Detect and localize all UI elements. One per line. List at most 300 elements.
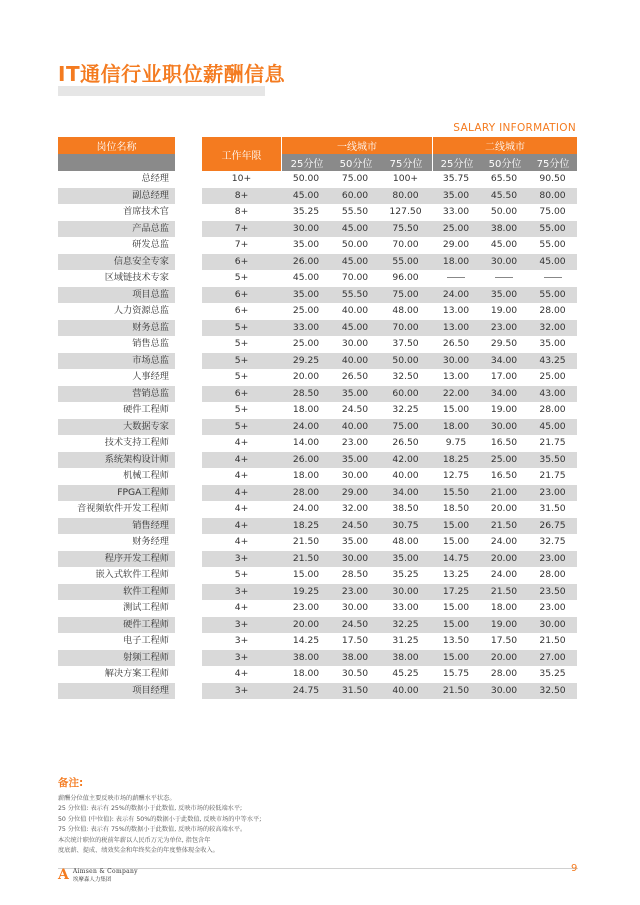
years-cell: 4+ (234, 668, 249, 679)
tier1-city-header: 一线城市 (282, 137, 432, 154)
table-row (202, 435, 577, 452)
table-row (202, 683, 577, 700)
table-row (202, 270, 577, 287)
tier1-p50-cell: 30.50 (341, 668, 369, 679)
tier2-p25-cell: 35.00 (442, 189, 470, 201)
years-cell: 10+ (231, 173, 252, 184)
tier2-p75-cell: 55.00 (539, 288, 566, 300)
tier1-p75-cell: 45.25 (392, 668, 419, 679)
years-cell: 6+ (234, 255, 249, 267)
tier2-p50-cell: 38.00 (490, 222, 518, 234)
tier2-p75-cell: 30.00 (539, 618, 566, 630)
tier1-p25-cell: 26.00 (292, 453, 320, 465)
tier2-p75-cell: 28.00 (539, 305, 566, 316)
tier1-p25-cell: 14.25 (292, 635, 320, 646)
tier2-p50-cell: 19.00 (490, 618, 518, 630)
tier1-p50-cell: 24.50 (341, 618, 369, 630)
tier2-p75-cell: 43.25 (539, 354, 566, 366)
years-cell: 5+ (234, 404, 249, 415)
tier1-p50-cell: 35.00 (341, 453, 369, 465)
table-row (202, 303, 577, 320)
note-line: 度底薪、提成、绩效奖金和年终奖金的年度整体现金收入。 (58, 847, 219, 855)
tier1-p50-cell: 50.00 (341, 239, 369, 250)
tier1-p75-cell: 38.00 (392, 651, 419, 663)
table-row (202, 452, 577, 469)
tier2-p50-cell: 34.00 (490, 354, 518, 366)
tier1-p25-cell: 25.00 (292, 305, 320, 316)
position-name-cell: FPGA工程师 (58, 485, 175, 502)
tier2-p25-cell: 24.00 (442, 288, 470, 300)
tier1-p25-cell: 21.50 (292, 552, 320, 564)
tier2-p75-cell: 28.00 (539, 404, 566, 415)
position-name-cell: 副总经理 (58, 188, 175, 205)
tier1-p50-cell: 32.00 (341, 503, 369, 514)
tier1-p25-cell: 25.00 (292, 338, 320, 349)
position-name-cell: 射频工程师 (58, 650, 175, 667)
years-cell: 8+ (234, 189, 249, 201)
title-underline-bar (58, 86, 265, 96)
tier1-p25-cell: 15.00 (292, 569, 320, 580)
tier2-p75-cell: 45.00 (539, 255, 566, 267)
tier2-p25-cell: 15.00 (442, 618, 470, 630)
tier1-p25-cell: 18.00 (292, 404, 320, 415)
years-cell: 8+ (234, 206, 249, 217)
position-name-cell: 程序开发工程师 (58, 551, 175, 568)
tier1-p25-cell: 24.00 (292, 503, 320, 514)
tier1-p75-cell: 48.00 (392, 536, 419, 547)
years-header: 工作年限 (202, 137, 281, 171)
position-name-column (58, 171, 175, 699)
empty-value-dash (495, 277, 513, 278)
tier2-p75-cell: 32.00 (539, 321, 566, 333)
tier1-p25-cell: 38.00 (292, 651, 320, 663)
tier1-p25-cell: 26.00 (292, 255, 320, 267)
tier1-p50-cell: 45.00 (341, 255, 369, 267)
years-cell: 4+ (234, 453, 249, 465)
tier2-p75-cell: 23.00 (539, 552, 566, 564)
tier1-p75-cell: 60.00 (392, 387, 419, 399)
salary-information-label: SALARY INFORMATION (453, 122, 576, 134)
tier2-p50-cell: 21.00 (490, 486, 518, 498)
tier1-p75-cell: 31.25 (392, 635, 419, 646)
position-name-cell: 大数据专家 (58, 419, 175, 436)
tier1-p75-cell: 35.25 (392, 569, 419, 580)
tier1-p50-cell: 17.50 (341, 635, 369, 646)
years-cell: 4+ (234, 536, 249, 547)
table-row (202, 633, 577, 650)
tier1-p25-header: 25分位 (282, 154, 332, 171)
tier2-p50-cell: 45.50 (490, 189, 518, 201)
tier2-p50-cell: 21.50 (490, 519, 518, 531)
years-cell: 3+ (234, 552, 249, 564)
years-cell: 5+ (234, 338, 249, 349)
tier2-p50-cell: 23.00 (490, 321, 518, 333)
note-line: 75 分位值: 表示有 75%的数据小于此数值, 反映市场的较高端水平。 (58, 826, 247, 834)
tier2-p25-cell: 21.50 (442, 684, 470, 696)
tier2-p50-cell: 25.00 (490, 453, 518, 465)
tier2-p25-cell: 25.00 (442, 222, 470, 234)
tier2-p25-cell: 33.00 (442, 206, 470, 217)
note-line: 薪酬分位值主要反映市场的薪酬水平状态。 (58, 795, 176, 802)
table-row (202, 567, 577, 584)
tier1-p75-cell: 75.00 (392, 420, 419, 432)
tier1-p50-cell: 23.00 (341, 437, 369, 448)
tier2-p25-cell: 13.25 (442, 569, 470, 580)
salary-values-table (202, 171, 577, 699)
tier1-p50-cell: 75.00 (341, 173, 369, 184)
tier1-p75-cell: 33.00 (392, 602, 419, 613)
tier1-p75-cell: 127.50 (389, 206, 422, 217)
tier2-p75-cell: 55.00 (539, 239, 566, 250)
years-cell: 5+ (234, 321, 249, 333)
years-cell: 4+ (234, 602, 249, 613)
tier1-p50-cell: 23.00 (341, 585, 369, 597)
tier2-p75-cell: 35.50 (539, 453, 566, 465)
tier1-p50-cell: 30.00 (341, 470, 369, 481)
tier1-p50-cell: 24.50 (341, 519, 369, 531)
tier1-p25-cell: 45.00 (292, 189, 320, 201)
tier2-p50-cell: 24.00 (490, 536, 518, 547)
empty-value-dash (544, 277, 562, 278)
table-row (202, 600, 577, 617)
logo-chinese-name: 埃摩森人力集团 (72, 876, 112, 883)
tier2-p75-header: 75分位 (529, 154, 577, 171)
tier2-p25-cell: 18.25 (442, 453, 470, 465)
tier2-p25-cell: 15.00 (442, 602, 470, 613)
tier2-p75-cell: 21.75 (539, 470, 566, 481)
tier1-p25-cell: 18.00 (292, 470, 320, 481)
tier2-p50-cell: 20.00 (490, 651, 518, 663)
tier2-p75-cell: 23.50 (539, 585, 566, 597)
tier2-p75-cell: 35.00 (539, 338, 566, 349)
tier1-p25-cell: 19.25 (292, 585, 320, 597)
tier2-p50-header: 50分位 (481, 154, 529, 171)
tier2-p25-cell: 18.50 (442, 503, 470, 514)
tier2-p25-cell: 29.00 (442, 239, 470, 250)
tier2-p25-cell: 13.00 (442, 321, 470, 333)
tier2-p50-cell: 50.00 (490, 206, 518, 217)
notes-section (58, 775, 388, 856)
note-line: 50 分位值 (中位值): 表示有 50%的数据小于此数值, 反映市场的中等水平; (58, 815, 262, 823)
position-name-cell: 总经理 (141, 173, 169, 184)
tier1-p50-cell: 45.00 (341, 222, 369, 234)
position-name-cell: 区域链技术专家 (104, 272, 169, 283)
tier2-p75-cell: 35.25 (539, 668, 566, 679)
years-cell: 5+ (234, 272, 249, 283)
tier1-p75-cell: 70.00 (392, 239, 419, 250)
table-row (202, 171, 577, 188)
tier1-p50-cell: 29.00 (341, 486, 369, 498)
tier2-p75-cell: 28.00 (539, 569, 566, 580)
table-row (202, 336, 577, 353)
position-name-cell: 市场总监 (58, 353, 175, 370)
tier1-p75-cell: 40.00 (392, 684, 419, 696)
tier2-p75-cell: 27.00 (539, 651, 566, 663)
tier2-p50-cell: 19.00 (490, 305, 518, 316)
tier1-p50-cell: 38.00 (341, 651, 369, 663)
note-line: 本次统计职位的税前年薪以人民币万元为单位, 指包含年 (58, 836, 211, 844)
tier2-p25-cell: 26.50 (442, 338, 470, 349)
tier1-p75-cell: 40.00 (392, 470, 419, 481)
tier2-p25-cell: 15.00 (442, 536, 470, 547)
tier1-p25-cell: 50.00 (292, 173, 320, 184)
tier2-p75-cell: 90.50 (539, 173, 566, 184)
tier1-p25-cell: 35.25 (292, 206, 320, 217)
tier2-p75-cell: 32.75 (539, 536, 566, 547)
tier2-p25-cell: 35.75 (442, 173, 470, 184)
tier1-p50-cell: 60.00 (341, 189, 369, 201)
tier1-p75-cell: 70.00 (392, 321, 419, 333)
tier1-p25-cell: 23.00 (292, 602, 320, 613)
position-name-cell: 系统架构设计师 (58, 452, 175, 469)
tier2-p25-header: 25分位 (433, 154, 481, 171)
tier1-p50-cell: 35.00 (341, 387, 369, 399)
tier1-p25-cell: 18.00 (292, 668, 320, 679)
empty-value-dash (447, 277, 465, 278)
tier1-p50-cell: 55.50 (341, 288, 369, 300)
position-name-cell: 首席技术官 (123, 206, 169, 217)
position-name-cell: 技术支持工程师 (104, 437, 169, 448)
notes-title: 备注: (58, 777, 84, 789)
position-name-cell: 电子工程师 (123, 635, 169, 646)
position-name-cell: 人事经理 (132, 371, 169, 382)
position-name-cell: 硬件工程师 (58, 617, 175, 634)
tier1-p50-cell: 40.00 (341, 354, 369, 366)
position-name-cell: 销售经理 (58, 518, 175, 535)
tier2-p25-cell: 12.75 (442, 470, 470, 481)
tier2-p25-cell: 22.00 (442, 387, 470, 399)
tier1-p75-cell: 32.25 (392, 404, 419, 415)
tier2-p50-cell: 65.50 (490, 173, 518, 184)
years-cell: 4+ (234, 503, 249, 514)
tier2-p75-cell: 55.00 (539, 222, 566, 234)
table-row (202, 402, 577, 419)
table-row (202, 320, 577, 337)
tier1-p75-cell: 32.25 (392, 618, 419, 630)
tier2-p25-cell: 18.00 (442, 255, 470, 267)
tier2-p75-cell: 23.00 (539, 602, 566, 613)
tier2-p25-cell: 15.00 (442, 519, 470, 531)
tier1-p25-cell: 29.25 (292, 354, 320, 366)
table-row (202, 468, 577, 485)
years-cell: 7+ (234, 239, 249, 250)
tier1-p50-header: 50分位 (332, 154, 380, 171)
tier2-p25-cell: 18.00 (442, 420, 470, 432)
years-cell: 6+ (234, 305, 249, 316)
tier1-p50-cell: 70.00 (341, 272, 369, 283)
tier2-p50-cell: 19.00 (490, 404, 518, 415)
table-row (202, 666, 577, 683)
table-row (202, 221, 577, 238)
table-row (202, 584, 577, 601)
tier2-p25-cell: 13.50 (442, 635, 470, 646)
tier1-p75-cell: 30.75 (392, 519, 419, 531)
tier1-p50-cell: 30.00 (341, 602, 369, 613)
tier1-p75-cell: 26.50 (392, 437, 419, 448)
tier2-p75-cell: 23.00 (539, 486, 566, 498)
position-name-cell: 研发总监 (132, 239, 169, 250)
tier2-p50-cell: 29.50 (490, 338, 518, 349)
position-name-cell: 信息安全专家 (58, 254, 175, 271)
tier1-p25-cell: 20.00 (292, 371, 320, 382)
years-cell: 5+ (234, 420, 249, 432)
tier1-p50-cell: 30.00 (341, 552, 369, 564)
tier2-p75-cell: 25.00 (539, 371, 566, 382)
table-row (202, 254, 577, 271)
tier2-p75-cell: 26.75 (539, 519, 566, 531)
tier2-p50-cell: 20.00 (490, 552, 518, 564)
tier1-p75-cell: 48.00 (392, 305, 419, 316)
tier1-p25-cell: 18.25 (292, 519, 320, 531)
years-cell: 3+ (234, 635, 249, 646)
table-row (202, 353, 577, 370)
tier2-p50-cell: 28.00 (490, 668, 518, 679)
tier2-p25-cell: 15.00 (442, 404, 470, 415)
tier2-p50-cell: 16.50 (490, 470, 518, 481)
tier2-p75-cell: 80.00 (539, 189, 566, 201)
position-name-cell: 嵌入式软件工程师 (95, 569, 169, 580)
tier1-p25-cell: 33.00 (292, 321, 320, 333)
years-cell: 5+ (234, 569, 249, 580)
table-row (202, 287, 577, 304)
years-cell: 3+ (234, 585, 249, 597)
position-name-cell: 产品总监 (58, 221, 175, 238)
tier2-p50-cell: 45.00 (490, 239, 518, 250)
position-name-cell: 人力资源总监 (113, 305, 169, 316)
tier1-p75-cell: 32.50 (392, 371, 419, 382)
tier1-p75-cell: 38.50 (392, 503, 419, 514)
tier2-p75-cell: 31.50 (539, 503, 566, 514)
tier2-p50-cell: 20.00 (490, 503, 518, 514)
years-cell: 3+ (234, 618, 249, 630)
tier2-p50-cell: 17.50 (490, 635, 518, 646)
logo-mark: A (58, 867, 69, 883)
tier1-p25-cell: 24.75 (292, 684, 320, 696)
tier1-p50-cell: 35.00 (341, 536, 369, 547)
years-cell: 5+ (234, 371, 249, 382)
tier2-p50-cell: 16.50 (490, 437, 518, 448)
tier2-p25-cell: 15.00 (442, 651, 470, 663)
tier1-p25-cell: 35.00 (292, 239, 320, 250)
position-name-cell: 财务经理 (132, 536, 169, 547)
tier2-p25-cell: 13.00 (442, 305, 470, 316)
tier1-p75-header: 75分位 (380, 154, 432, 171)
position-name-cell: 营销总监 (58, 386, 175, 403)
tier2-p25-cell: 15.75 (442, 668, 470, 679)
tier2-p25-cell: 30.00 (442, 354, 470, 366)
tier1-p75-cell: 50.00 (392, 354, 419, 366)
tier2-p50-cell: 21.50 (490, 585, 518, 597)
position-name-cell: 项目经理 (58, 683, 175, 700)
tier1-p75-cell: 75.50 (392, 222, 419, 234)
tier2-p75-cell: 21.50 (539, 635, 566, 646)
notes-lines (58, 794, 388, 856)
tier1-p75-cell: 100+ (392, 173, 419, 184)
tier2-p50-cell: 30.00 (490, 255, 518, 267)
tier1-p50-cell: 24.50 (341, 404, 369, 415)
tier2-p25-cell: 17.25 (442, 585, 470, 597)
tier2-p50-cell: 30.00 (490, 420, 518, 432)
position-name-cell: 解决方案工程师 (104, 668, 169, 679)
tier1-p75-cell: 30.00 (392, 585, 419, 597)
tier1-p25-cell: 20.00 (292, 618, 320, 630)
table-row (202, 518, 577, 535)
years-cell: 4+ (234, 486, 249, 498)
tier1-p50-cell: 40.00 (341, 420, 369, 432)
position-name-cell: 财务总监 (58, 320, 175, 337)
position-name-cell: 机械工程师 (123, 470, 169, 481)
tier2-p50-cell: 34.00 (490, 387, 518, 399)
table-row (202, 534, 577, 551)
tier2-p50-cell (480, 270, 528, 287)
tier2-p50-cell: 35.00 (490, 288, 518, 300)
tier2-p50-cell: 17.00 (490, 371, 518, 382)
table-row (202, 419, 577, 436)
table-row (202, 188, 577, 205)
tier1-p50-cell: 40.00 (341, 305, 369, 316)
table-row (202, 551, 577, 568)
tier2-p75-cell: 45.00 (539, 420, 566, 432)
position-name-cell: 软件工程师 (58, 584, 175, 601)
tier1-p25-cell: 30.00 (292, 222, 320, 234)
years-cell: 3+ (234, 651, 249, 663)
tier1-p50-cell: 45.00 (341, 321, 369, 333)
page-number: 9 (571, 863, 578, 874)
tier1-p75-cell: 34.00 (392, 486, 419, 498)
years-cell: 7+ (234, 222, 249, 234)
tier1-p50-cell: 28.50 (341, 569, 369, 580)
table-row (202, 204, 577, 221)
tier1-p75-cell: 75.00 (392, 288, 419, 300)
table-row (202, 501, 577, 518)
tier2-p75-cell: 75.00 (539, 206, 566, 217)
tier1-p50-cell: 31.50 (341, 684, 369, 696)
tier2-p75-cell: 21.75 (539, 437, 566, 448)
table-row (202, 237, 577, 254)
tier2-city-header: 二线城市 (433, 137, 577, 154)
position-name-cell: 销售总监 (132, 338, 169, 349)
table-row (202, 369, 577, 386)
tier2-p25-cell: 15.50 (442, 486, 470, 498)
tier2-p50-cell: 30.00 (490, 684, 518, 696)
years-cell: 3+ (234, 684, 249, 696)
table-row (202, 485, 577, 502)
position-name-cell: 硬件工程师 (123, 404, 169, 415)
years-cell: 5+ (234, 354, 249, 366)
tier1-p50-cell: 55.50 (341, 206, 369, 217)
tier1-p75-cell: 42.00 (392, 453, 419, 465)
tier1-p25-cell: 28.50 (292, 387, 320, 399)
position-header-subbar (58, 154, 175, 171)
tier1-p50-cell: 26.50 (341, 371, 369, 382)
position-name-cell: 音视频软件开发工程师 (77, 503, 169, 514)
tier1-p25-cell: 28.00 (292, 486, 320, 498)
tier2-p25-cell: 14.75 (442, 552, 470, 564)
tier1-p75-cell: 55.00 (392, 255, 419, 267)
tier2-p25-cell: 13.00 (442, 371, 470, 382)
years-cell: 4+ (234, 519, 249, 531)
tier1-p50-cell: 30.00 (341, 338, 369, 349)
page-title: IT通信行业职位薪酬信息 (58, 62, 286, 86)
tier1-p75-cell: 37.50 (392, 338, 419, 349)
position-name-cell: 测试工程师 (123, 602, 169, 613)
years-cell: 4+ (234, 437, 249, 448)
tier2-p25-cell: 9.75 (445, 437, 467, 448)
years-cell: 4+ (234, 470, 249, 481)
tier2-p75-cell: 43.00 (539, 387, 566, 399)
tier2-p75-cell: 32.50 (539, 684, 566, 696)
tier1-p25-cell: 21.50 (292, 536, 320, 547)
